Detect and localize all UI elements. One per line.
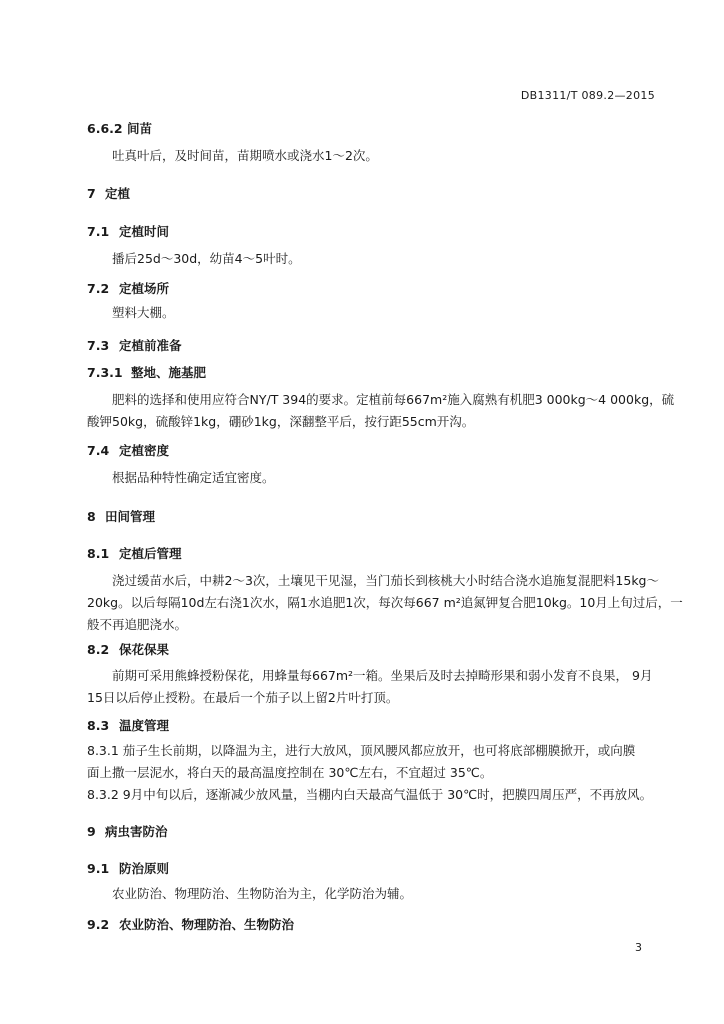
document-header: DB1311/T 089.2—2015	[520, 89, 655, 102]
heading-number: 7	[87, 186, 96, 201]
heading-8-1	[87, 544, 182, 562]
heading-title: 防治原则	[119, 861, 170, 876]
paragraph-line: 肥料的选择和使用应符合NY/T 394的要求。定植前每667m²施入腐熟有机肥3 000kg～4 000kg，硫	[112, 392, 675, 407]
heading-title: 定植	[105, 186, 131, 201]
heading-8-2	[87, 640, 169, 658]
heading-9-2	[87, 915, 294, 933]
heading-7	[87, 184, 130, 202]
heading-number: 7.3	[87, 338, 110, 353]
page-number: 3	[635, 941, 642, 954]
heading-number: 7.4	[87, 443, 110, 458]
paragraph-line: 酸钾50kg，硫酸锌1kg，硼砂1kg，深翻整平后，按行距55cm开沟。	[87, 414, 475, 429]
paragraph-line: 面上撒一层泥水，将白天的最高温度控制在 30℃左右，不宜超过 35℃。	[87, 765, 493, 780]
paragraph	[87, 740, 657, 806]
heading-number: 8.2	[87, 642, 110, 657]
heading-title: 保花保果	[119, 642, 170, 657]
heading-number: 7.3.1	[87, 365, 123, 380]
paragraph-line: 8.3.2 9月中旬以后，逐渐减少放风量，当棚内白天最高气温低于 30℃时，把膜四周压严，不再放风。	[87, 787, 653, 802]
paragraph	[87, 570, 683, 636]
heading-number: 8.1	[87, 546, 110, 561]
heading-title: 定植时间	[119, 224, 170, 239]
heading-7-3	[87, 336, 182, 354]
heading-title: 定植后管理	[119, 546, 182, 561]
heading-number: 6.6.2	[87, 121, 123, 136]
heading-6-6-2	[87, 119, 152, 137]
paragraph-line: 20kg。以后每隔10d左右浇1次水，隔1水追肥1次，每次每667 m²追氮钾复合肥10kg。10月上旬过后，一	[87, 595, 683, 610]
heading-number: 9.1	[87, 861, 110, 876]
paragraph-line: 前期可采用熊蜂授粉保花，用蜂量每667m²一箱。坐果后及时去掉畸形果和弱小发育不良果， 9月	[112, 668, 653, 683]
heading-9	[87, 822, 168, 840]
paragraph: 吐真叶后，及时间苗，苗期喷水或浇水1～2次。	[112, 148, 378, 163]
heading-9-1	[87, 859, 169, 877]
heading-7-1	[87, 222, 169, 240]
paragraph: 根据品种特性确定适宜密度。	[112, 470, 275, 485]
heading-8-3	[87, 716, 169, 734]
paragraph	[87, 665, 657, 709]
paragraph: 播后25d～30d，幼苗4～5叶时。	[112, 251, 301, 266]
paragraph-line: 8.3.1 茄子生长前期，以降温为主，进行大放风，顶风腰风都应放开，也可将底部棚膜掀开，或向膜	[87, 743, 636, 758]
heading-title: 田间管理	[105, 509, 156, 524]
heading-number: 9	[87, 824, 96, 839]
paragraph-line: 般不再追肥浇水。	[87, 617, 188, 632]
heading-7-3-1	[87, 363, 206, 381]
heading-8	[87, 507, 155, 525]
heading-number: 8	[87, 509, 96, 524]
heading-7-2	[87, 279, 169, 297]
paragraph: 塑料大棚。	[112, 305, 175, 320]
heading-7-4	[87, 441, 169, 459]
heading-title: 农业防治、物理防治、生物防治	[119, 917, 295, 932]
paragraph-line: 浇过缓苗水后，中耕2～3次，土壤见干见湿，当门茄长到核桃大小时结合浇水追施复混肥料15kg～	[112, 573, 659, 588]
paragraph: 农业防治、物理防治、生物防治为主，化学防治为辅。	[112, 886, 413, 901]
heading-number: 9.2	[87, 917, 110, 932]
paragraph-line: 15日以后停止授粉。在最后一个茄子以上留2片叶打顶。	[87, 690, 399, 705]
heading-title: 病虫害防治	[105, 824, 168, 839]
heading-title: 间苗	[127, 121, 153, 136]
heading-title: 温度管理	[119, 718, 170, 733]
heading-title: 定植密度	[119, 443, 170, 458]
heading-title: 定植前准备	[119, 338, 182, 353]
heading-number: 8.3	[87, 718, 110, 733]
paragraph	[87, 389, 675, 433]
heading-number: 7.2	[87, 281, 110, 296]
heading-title: 整地、施基肥	[131, 365, 207, 380]
heading-number: 7.1	[87, 224, 110, 239]
heading-title: 定植场所	[119, 281, 170, 296]
